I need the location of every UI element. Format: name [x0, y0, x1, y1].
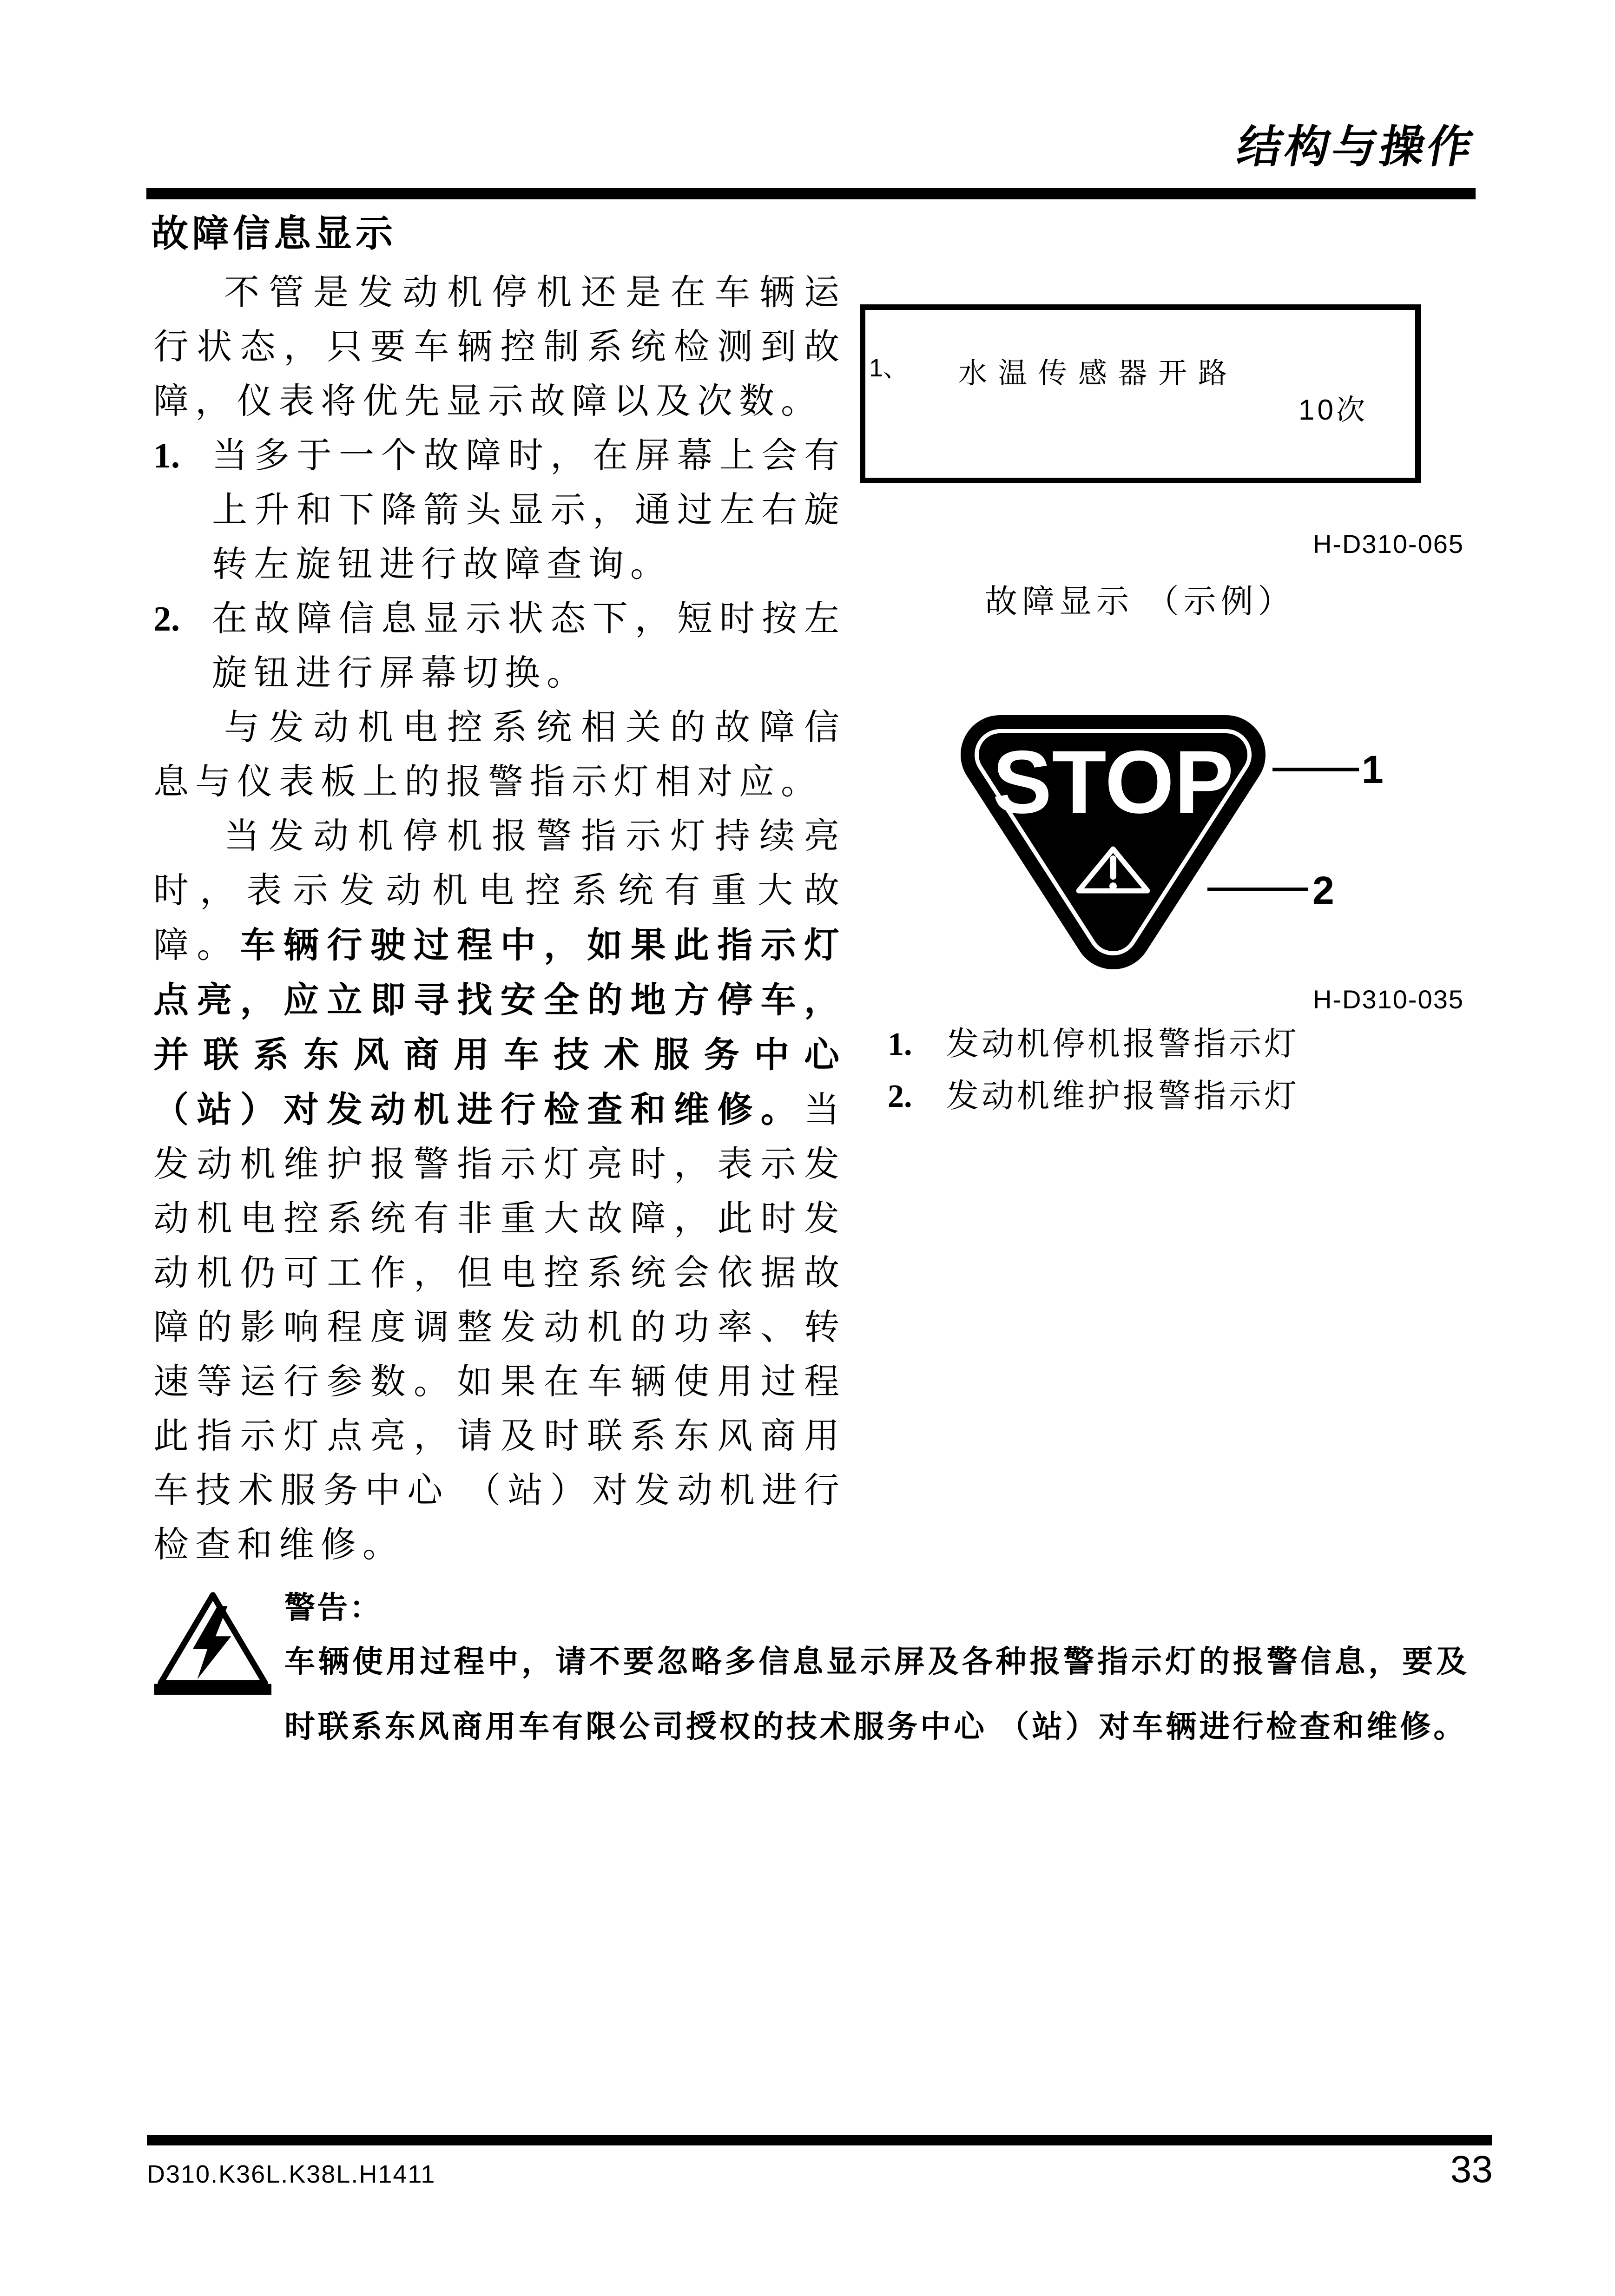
numbered-list-item	[153, 429, 846, 592]
paragraph-1: 不管是发动机停机还是在车辆运行状态，只要车辆控制系统检测到故障，仪表将优先显示故障以及次数。	[153, 273, 846, 421]
legend-item-number: 1.	[888, 1026, 912, 1062]
paragraph-3	[153, 809, 846, 1572]
chapter-title-text: 结构与操作	[1233, 122, 1480, 172]
fault-display-box	[860, 304, 1421, 483]
header-rule	[146, 188, 1476, 199]
callout-label-2: 2	[1312, 868, 1334, 912]
paragraph-3-emphasis: 车辆行驶过程中，如果此指示灯点亮，应立即寻找安全的地方停车，并联系东风商用车技术服务中心（站）对发动机进行检查和维修。	[153, 926, 846, 1130]
fault-count: 10次	[1299, 394, 1368, 426]
legend-item-text: 发动机停机报警指示灯	[946, 1026, 1299, 1062]
warning-lightning-icon	[153, 1588, 272, 1699]
stop-warning-lamp-icon	[954, 701, 1272, 975]
figure-legend	[888, 1019, 1478, 1123]
section-title: 故障信息显示	[151, 213, 396, 254]
list-item-text: 当多于一个故障时，在屏幕上会有上升和下降箭头显示，通过左右旋转左旋钮进行故障查询。	[212, 436, 846, 584]
document-code: D310.K36L.K38L.H1411	[147, 2160, 436, 2188]
fault-line-number: 1、	[869, 354, 909, 382]
chapter-title	[1233, 112, 1480, 175]
callout-line-1	[1272, 768, 1359, 771]
paragraph-3-tail: 当发动机维护报警指示灯亮时，表示发动机电控系统有非重大故障，此时发动机仍可工作，但电控系统会依据故障的影响程度调整发动机的功率、转速等运行参数。如果在车辆使用过程此指示灯点亮，请及时联系东风商用车技术服务中心 （站）对发动机进行检查和维修。	[153, 1091, 846, 1565]
paragraph-2: 与发动机电控系统相关的故障信息与仪表板上的报警指示灯相对应。	[153, 708, 846, 802]
legend-item	[888, 1071, 1478, 1123]
stop-icon-text: STOP	[992, 732, 1234, 832]
body-text-column	[153, 266, 846, 1572]
legend-item-number: 2.	[888, 1079, 912, 1114]
callout-label-1: 1	[1362, 748, 1384, 791]
warning-label: 警告：	[284, 1590, 382, 1625]
callout-line-2	[1207, 888, 1308, 891]
figure-code-1: H-D310-065	[1312, 529, 1464, 559]
footer-rule	[147, 2135, 1492, 2145]
fault-line-text: 水温传感器开路	[958, 357, 1239, 389]
list-item-text: 在故障信息显示状态下，短时按左旋钮进行屏幕切换。	[212, 599, 846, 693]
numbered-list-item	[153, 592, 846, 701]
page-number: 33	[1450, 2148, 1493, 2191]
paragraph-3-lead: 当发动机停机报警指示灯持续亮时，表示发动机电控系统有重大故障。	[153, 817, 846, 965]
list-item-number: 2.	[153, 599, 180, 638]
list-item-number: 1.	[153, 436, 180, 475]
legend-item-text: 发动机维护报警指示灯	[946, 1079, 1299, 1114]
figure-code-2: H-D310-035	[1312, 985, 1464, 1014]
legend-item	[888, 1019, 1478, 1071]
figure-caption: 故障显示 （示例）	[985, 584, 1295, 620]
warning-text: 车辆使用过程中，请不要忽略多信息显示屏及各种报警指示灯的报警信息，要及时联系东风商用车有限公司授权的技术服务中心 （站）对车辆进行检查和维修。	[284, 1644, 1470, 1743]
